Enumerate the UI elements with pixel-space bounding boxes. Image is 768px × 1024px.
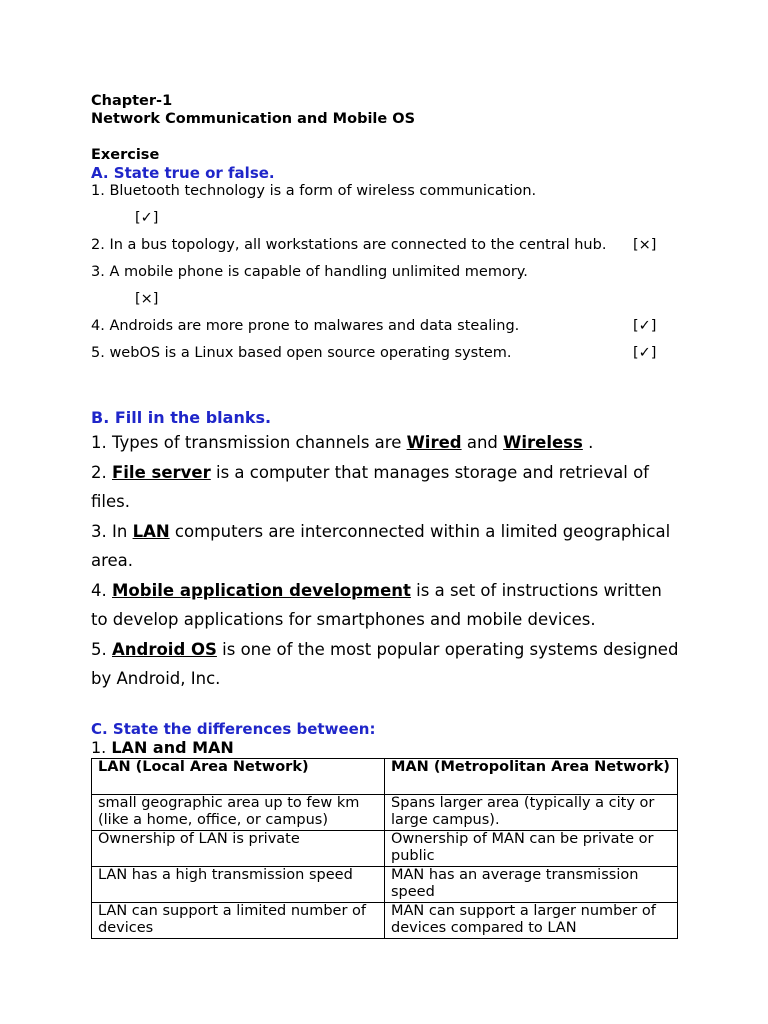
fill-blank-answer: LAN	[132, 521, 170, 541]
table-cell: MAN has an average transmission speed	[385, 866, 678, 902]
true-false-statement: 5. webOS is a Linux based open source operating system.	[91, 345, 512, 361]
true-false-statement: 1. Bluetooth technology is a form of wireless communication.	[91, 183, 537, 199]
table-header-cell: LAN (Local Area Network)	[92, 758, 385, 794]
table-cell: LAN can support a limited number of devices	[92, 902, 385, 938]
true-false-statement: 4. Androids are more prone to malwares and data stealing.	[91, 318, 520, 334]
table-row	[92, 866, 678, 902]
true-false-answer: [×]	[135, 291, 159, 307]
true-false-answer: [✓]	[633, 345, 657, 361]
fill-blank-item	[91, 635, 681, 694]
fill-blank-text: computers are interconnected within a limited geographical area.	[91, 521, 671, 570]
comparison-subtitle	[91, 739, 681, 757]
section-c-title: C. State the differences between:	[91, 719, 376, 738]
fill-blank-text: is a computer that manages storage and retrieval of files.	[91, 462, 649, 511]
fill-blank-answer: Wireless	[503, 433, 583, 452]
fill-blank-answer: File server	[112, 462, 211, 482]
true-false-item	[91, 236, 681, 263]
true-false-item	[91, 182, 681, 209]
document-page	[91, 92, 681, 939]
fill-blank-text: 5.	[91, 639, 112, 659]
true-false-answer: [✓]	[135, 210, 159, 226]
true-false-answer: [✓]	[633, 318, 657, 334]
true-false-statement: 3. A mobile phone is capable of handling unlimited memory.	[91, 264, 528, 280]
fill-blank-text: 1. Types of transmission channels are	[91, 433, 407, 452]
fill-blank-text: 3. In	[91, 521, 133, 541]
true-false-item	[91, 263, 681, 290]
true-false-item	[91, 317, 681, 344]
fill-blank-item	[91, 458, 681, 517]
fill-blank-text: 2.	[91, 462, 112, 482]
fill-blank-text: 4.	[91, 580, 112, 600]
comparison-topic: LAN and MAN	[111, 737, 234, 757]
table-cell: Spans larger area (typically a city or large campus).	[385, 794, 678, 830]
lan-man-table	[91, 758, 678, 939]
section-a-list	[91, 182, 681, 371]
true-false-answer: [×]	[633, 237, 657, 253]
fill-blank-item	[91, 428, 681, 458]
fill-blank-text: .	[582, 433, 594, 452]
fill-blank-answer: Mobile application development	[112, 580, 411, 600]
fill-blank-answer: Wired	[406, 433, 462, 452]
fill-blank-item	[91, 576, 681, 635]
fill-blank-text: is one of the most popular operating systems designed by Android, Inc.	[91, 639, 679, 688]
chapter-label: Chapter-1	[91, 93, 173, 109]
exercise-heading: Exercise	[91, 147, 160, 163]
table-cell: MAN can support a larger number of devices compared to LAN	[385, 902, 678, 938]
table-cell: Ownership of LAN is private	[92, 830, 385, 866]
chapter-title: Network Communication and Mobile OS	[91, 111, 416, 127]
section-b-title: B. Fill in the blanks.	[91, 408, 272, 427]
fill-blank-item	[91, 517, 681, 576]
table-cell: Ownership of MAN can be private or public	[385, 830, 678, 866]
fill-blank-text: is a set of instructions written to develop applications for smartphones and mobile devices.	[91, 580, 662, 629]
table-row	[92, 830, 678, 866]
table-header-row	[92, 758, 678, 794]
table-cell: LAN has a high transmission speed	[92, 866, 385, 902]
fill-blank-answer: Android OS	[112, 639, 217, 659]
table-row	[92, 794, 678, 830]
table-row	[92, 902, 678, 938]
table-cell: small geographic area up to few km (like a home, office, or campus)	[92, 794, 385, 830]
section-b-list	[91, 428, 681, 694]
fill-blank-text: and	[461, 433, 504, 452]
section-a-title: A. State true or false.	[91, 164, 275, 182]
true-false-item	[91, 344, 681, 371]
table-header-cell: MAN (Metropolitan Area Network)	[385, 758, 678, 794]
true-false-statement: 2. In a bus topology, all workstations are connected to the central hub.	[91, 237, 607, 253]
comparison-number: 1.	[91, 737, 112, 757]
